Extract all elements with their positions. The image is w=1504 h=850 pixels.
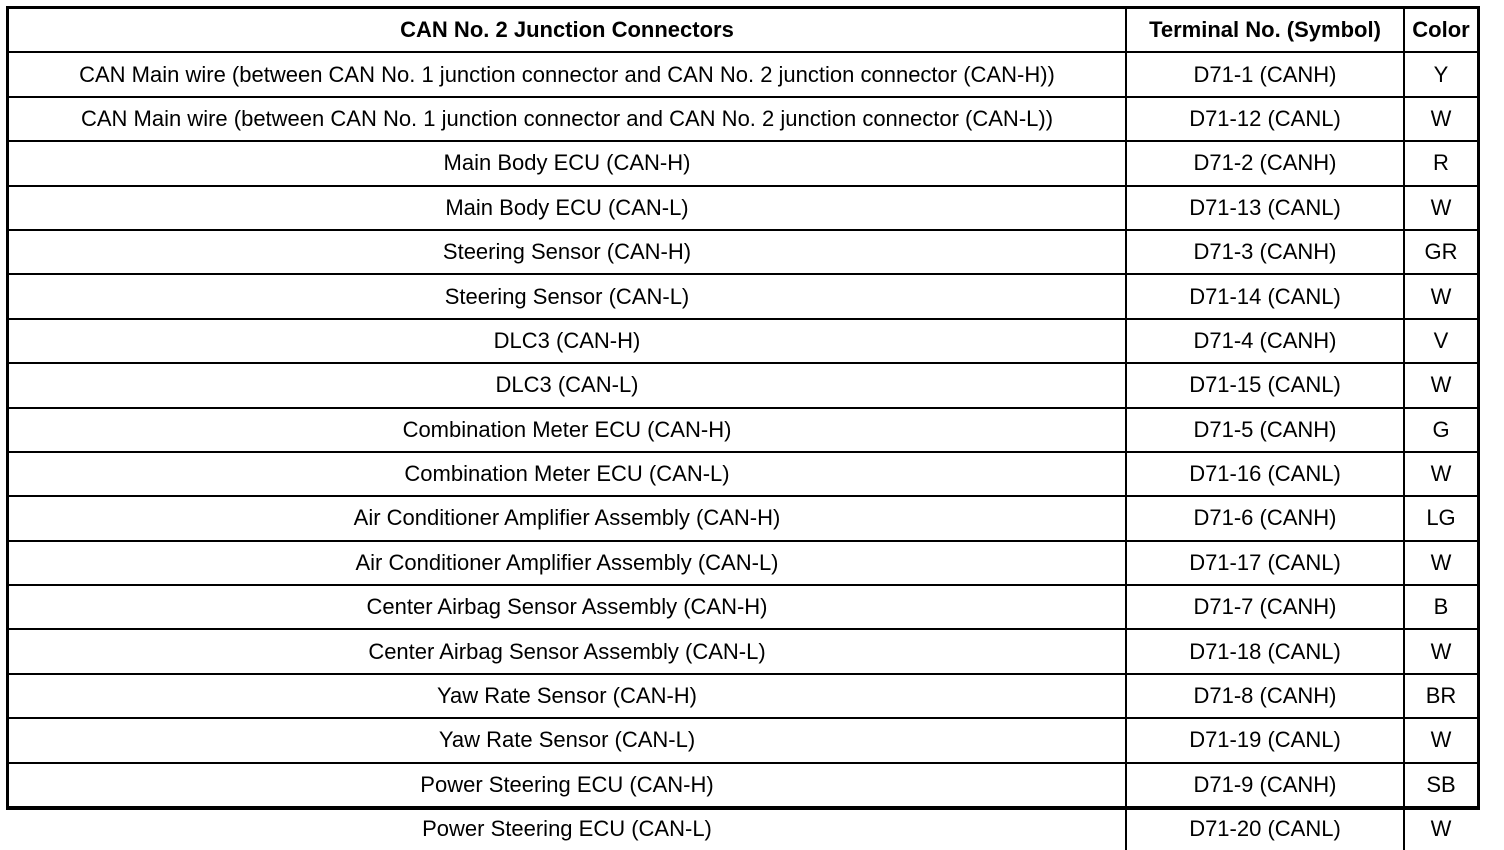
cell-terminal: D71-16 (CANL) xyxy=(1126,452,1404,496)
cell-color: SB xyxy=(1404,763,1477,807)
cell-color: V xyxy=(1404,319,1477,363)
cell-connector: Steering Sensor (CAN-L) xyxy=(9,274,1126,318)
table-row xyxy=(9,674,1477,718)
cell-color: W xyxy=(1404,541,1477,585)
table-row xyxy=(9,52,1477,96)
cell-connector: Air Conditioner Amplifier Assembly (CAN-H) xyxy=(9,496,1126,540)
cell-terminal: D71-6 (CANH) xyxy=(1126,496,1404,540)
cell-connector: DLC3 (CAN-L) xyxy=(9,363,1126,407)
connector-table xyxy=(9,9,1477,850)
table-row xyxy=(9,585,1477,629)
cell-connector: Combination Meter ECU (CAN-H) xyxy=(9,408,1126,452)
table-row xyxy=(9,541,1477,585)
table-row xyxy=(9,807,1477,850)
cell-connector: Air Conditioner Amplifier Assembly (CAN-L) xyxy=(9,541,1126,585)
cell-terminal: D71-14 (CANL) xyxy=(1126,274,1404,318)
header-color: Color xyxy=(1404,9,1477,52)
cell-terminal: D71-15 (CANL) xyxy=(1126,363,1404,407)
cell-terminal: D71-2 (CANH) xyxy=(1126,141,1404,185)
table-row xyxy=(9,230,1477,274)
cell-connector: Yaw Rate Sensor (CAN-H) xyxy=(9,674,1126,718)
cell-connector: Yaw Rate Sensor (CAN-L) xyxy=(9,718,1126,762)
cell-color: GR xyxy=(1404,230,1477,274)
cell-terminal: D71-4 (CANH) xyxy=(1126,319,1404,363)
table-row xyxy=(9,319,1477,363)
table-row xyxy=(9,763,1477,807)
cell-connector: Main Body ECU (CAN-H) xyxy=(9,141,1126,185)
table-row xyxy=(9,452,1477,496)
cell-connector: Combination Meter ECU (CAN-L) xyxy=(9,452,1126,496)
cell-color: W xyxy=(1404,629,1477,673)
table-body xyxy=(9,52,1477,850)
cell-color: LG xyxy=(1404,496,1477,540)
header-connector: CAN No. 2 Junction Connectors xyxy=(9,9,1126,52)
header-row xyxy=(9,9,1477,52)
cell-terminal: D71-20 (CANL) xyxy=(1126,807,1404,850)
cell-terminal: D71-5 (CANH) xyxy=(1126,408,1404,452)
cell-connector: Power Steering ECU (CAN-H) xyxy=(9,763,1126,807)
cell-color: R xyxy=(1404,141,1477,185)
cell-color: W xyxy=(1404,452,1477,496)
cell-connector: Steering Sensor (CAN-H) xyxy=(9,230,1126,274)
table-row xyxy=(9,97,1477,141)
table-row xyxy=(9,186,1477,230)
cell-terminal: D71-18 (CANL) xyxy=(1126,629,1404,673)
cell-color: W xyxy=(1404,274,1477,318)
table-row xyxy=(9,496,1477,540)
cell-connector: DLC3 (CAN-H) xyxy=(9,319,1126,363)
cell-color: G xyxy=(1404,408,1477,452)
cell-color: B xyxy=(1404,585,1477,629)
cell-connector: Main Body ECU (CAN-L) xyxy=(9,186,1126,230)
cell-connector: CAN Main wire (between CAN No. 1 junction connector and CAN No. 2 junction connector (CAN-L)) xyxy=(9,97,1126,141)
table-row xyxy=(9,274,1477,318)
cell-color: BR xyxy=(1404,674,1477,718)
cell-color: W xyxy=(1404,718,1477,762)
cell-color: W xyxy=(1404,97,1477,141)
cell-connector: Power Steering ECU (CAN-L) xyxy=(9,807,1126,850)
header-terminal: Terminal No. (Symbol) xyxy=(1126,9,1404,52)
cell-color: W xyxy=(1404,807,1477,850)
table-row xyxy=(9,363,1477,407)
cell-terminal: D71-1 (CANH) xyxy=(1126,52,1404,96)
cell-connector: Center Airbag Sensor Assembly (CAN-L) xyxy=(9,629,1126,673)
cell-terminal: D71-9 (CANH) xyxy=(1126,763,1404,807)
cell-terminal: D71-7 (CANH) xyxy=(1126,585,1404,629)
cell-terminal: D71-3 (CANH) xyxy=(1126,230,1404,274)
table-row xyxy=(9,408,1477,452)
cell-color: W xyxy=(1404,363,1477,407)
table-row xyxy=(9,718,1477,762)
cell-color: Y xyxy=(1404,52,1477,96)
cell-connector: Center Airbag Sensor Assembly (CAN-H) xyxy=(9,585,1126,629)
table-row xyxy=(9,629,1477,673)
connector-table-frame xyxy=(6,6,1480,842)
cell-terminal: D71-19 (CANL) xyxy=(1126,718,1404,762)
cell-terminal: D71-17 (CANL) xyxy=(1126,541,1404,585)
cell-terminal: D71-8 (CANH) xyxy=(1126,674,1404,718)
cell-connector: CAN Main wire (between CAN No. 1 junction connector and CAN No. 2 junction connector (CAN-H)) xyxy=(9,52,1126,96)
cell-color: W xyxy=(1404,186,1477,230)
table-row xyxy=(9,141,1477,185)
cell-terminal: D71-12 (CANL) xyxy=(1126,97,1404,141)
cell-terminal: D71-13 (CANL) xyxy=(1126,186,1404,230)
